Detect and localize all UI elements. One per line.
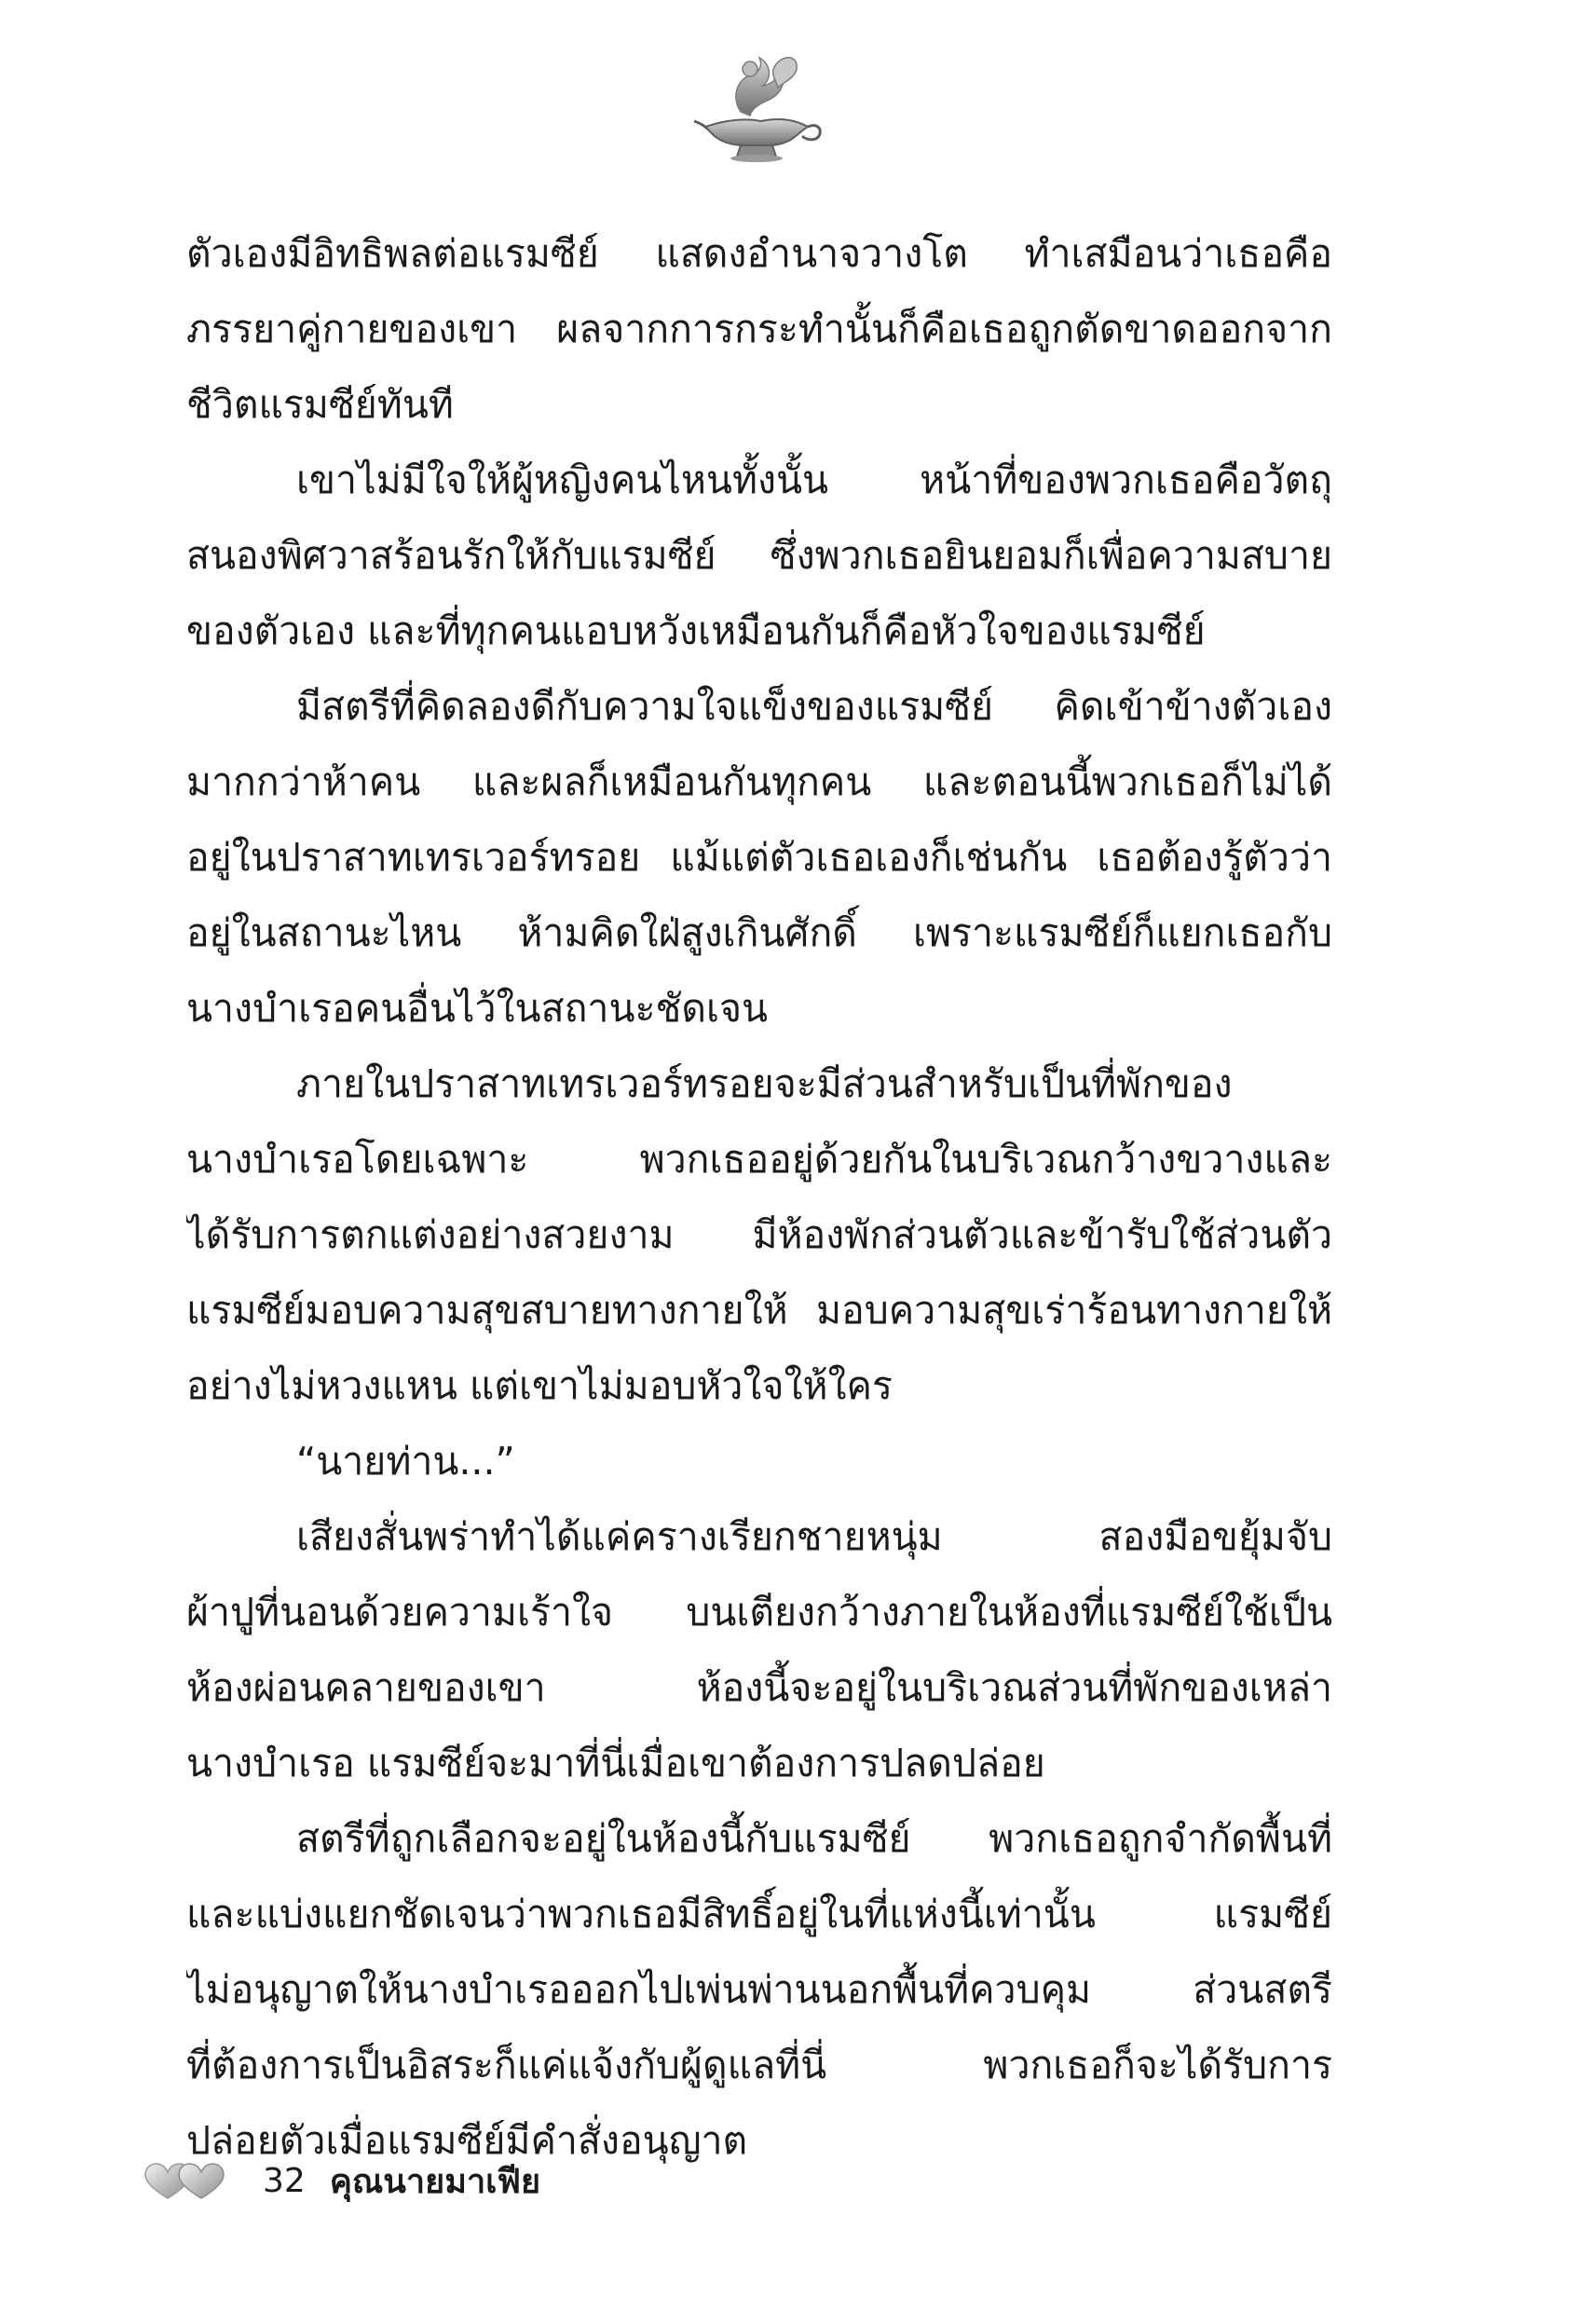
- text-line: ไม่อนุญาตให้นางบำเรอออกไปเพ่นพ่านนอกพื้นที่ควบคุม ส่วนสตรี: [186, 1967, 1332, 2012]
- text-line: ได้รับการตกแต่งอย่างสวยงาม มีห้องพักส่วนตัวและข้ารับใช้ส่วนตัว: [186, 1212, 1332, 1257]
- paragraph-first-line: เสียงสั่นพร่าทำได้แค่ครางเรียกชายหนุ่ม สองมือขยุ้มจับ: [296, 1514, 1332, 1559]
- paragraph-first-line: ภายในปราสาทเทรเวอร์ทรอยจะมีส่วนสำหรับเป็นที่พักของ: [296, 1061, 1233, 1106]
- text-line: ปล่อยตัวเมื่อแรมซีย์มีคำสั่งอนุญาต: [186, 2118, 748, 2163]
- text-line: สนองพิศวาสร้อนรักให้กับแรมซีย์ ซึ่งพวกเธอยินยอมก็เพื่อความสบาย: [186, 533, 1332, 578]
- dialogue-line: “นายท่าน...”: [296, 1439, 515, 1484]
- text-line: ชีวิตแรมซีย์ทันที: [186, 382, 454, 427]
- text-line: และแบ่งแยกชัดเจนว่าพวกเธอมีสิทธิ์อยู่ในที่แห่งนี้เท่านั้น แรมซีย์: [186, 1892, 1332, 1936]
- page-number: 32: [263, 2161, 306, 2200]
- text-line: ตัวเองมีอิทธิพลต่อแรมซีย์ แสดงอำนาจวางโต ทำเสมือนว่าเธอคือ: [186, 231, 1332, 276]
- text-line: มากกว่าห้าคน และผลก็เหมือนกันทุกคน และตอนนี้พวกเธอก็ไม่ได้: [186, 759, 1332, 804]
- book-title: คุณนายมาเฟีย: [329, 2162, 541, 2201]
- text-line: นางบำเรอโดยเฉพาะ พวกเธออยู่ด้วยกันในบริเวณกว้างขวางและ: [186, 1137, 1332, 1182]
- text-line: ผ้าปูที่นอนด้วยความเร้าใจ บนเตียงกว้างภายในห้องที่แรมซีย์ใช้เป็น: [186, 1590, 1332, 1634]
- text-line: ของตัวเอง และที่ทุกคนแอบหวังเหมือนกันก็คือหัวใจของแรมซีย์: [186, 609, 1206, 653]
- text-line: อย่างไม่หวงแหน แต่เขาไม่มอบหัวใจให้ใคร: [186, 1363, 893, 1408]
- text-line: ที่ต้องการเป็นอิสระก็แค่แจ้งกับผู้ดูแลที่นี่ พวกเธอก็จะได้รับการ: [186, 2043, 1332, 2087]
- text-line: อยู่ในปราสาทเทรเวอร์ทรอย แม้แต่ตัวเธอเองก็เช่นกัน เธอต้องรู้ตัวว่า: [186, 835, 1332, 880]
- text-line: ห้องผ่อนคลายของเขา ห้องนี้จะอยู่ในบริเวณส่วนที่พักของเหล่า: [186, 1665, 1332, 1710]
- text-line: แรมซีย์มอบความสุขสบายทางกายให้ มอบความสุขเร่าร้อนทางกายให้: [186, 1288, 1332, 1333]
- text-line: นางบำเรอคนอื่นไว้ในสถานะชัดเจน: [186, 986, 769, 1031]
- paragraph-first-line: มีสตรีที่คิดลองดีกับความใจแข็งของแรมซีย์ คิดเข้าข้างตัวเอง: [296, 684, 1332, 729]
- body-text: [186, 216, 1332, 2179]
- paragraph-first-line: สตรีที่ถูกเลือกจะอยู่ในห้องนี้กับแรมซีย์ พวกเธอถูกจำกัดพื้นที่: [296, 1816, 1332, 1861]
- page-footer: [140, 2153, 540, 2208]
- hearts-icon: [140, 2157, 233, 2204]
- text-line: ภรรยาคู่กายของเขา ผลจากการกระทำนั้นก็คือเธอถูกตัดขาดออกจาก: [186, 307, 1332, 351]
- paragraph-first-line: เขาไม่มีใจให้ผู้หญิงคนไหนทั้งนั้น หน้าที่ของพวกเธอคือวัตถุ: [296, 458, 1332, 502]
- genie-lamp-icon: [685, 47, 825, 168]
- text-line: อยู่ในสถานะไหน ห้ามคิดใฝ่สูงเกินศักดิ์ เพราะแรมซีย์ก็แยกเธอกับ: [186, 910, 1332, 955]
- text-line: นางบำเรอ แรมซีย์จะมาที่นี่เมื่อเขาต้องการปลดปล่อย: [186, 1741, 1045, 1785]
